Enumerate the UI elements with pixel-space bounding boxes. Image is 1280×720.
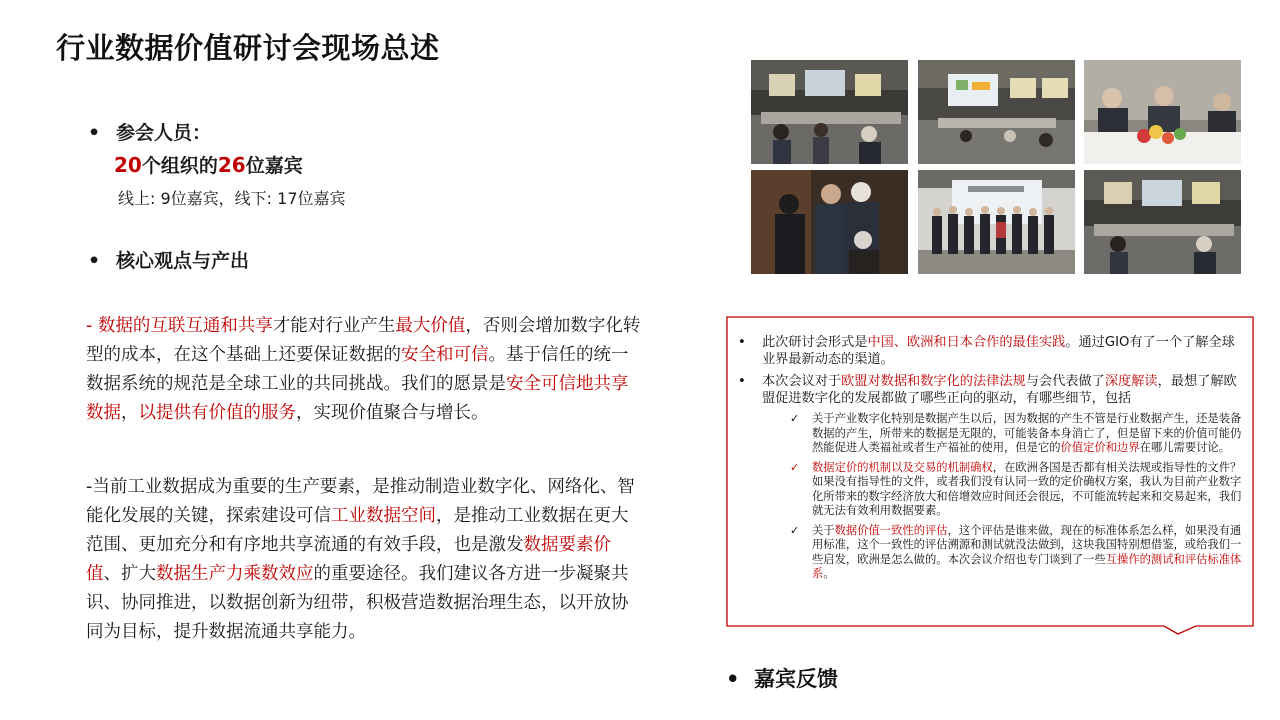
feedback-heading: 嘉宾反馈	[754, 667, 838, 691]
checkmark-icon: ✓	[790, 412, 800, 425]
highlighted-text: 数据定价的机制以及交易的机制确权	[812, 460, 993, 474]
photo-conference-room-2	[1084, 170, 1241, 274]
attendees-detail: 线上: 9位嘉宾，线下: 17位嘉宾	[118, 189, 346, 208]
callout-check-item	[734, 524, 1246, 582]
highlighted-text: 深度解读	[1104, 374, 1158, 389]
summary-text-organizations: 个组织的	[141, 155, 218, 177]
highlighted-text: 数据要素价值	[86, 535, 611, 584]
attendees-heading-row	[88, 118, 346, 145]
guest-feedback-callout	[726, 316, 1254, 634]
checkmark-icon: ✓	[790, 460, 800, 474]
photo-standing-discussion	[751, 170, 908, 274]
core-section	[88, 246, 249, 273]
text-segment: 。基于信任的统一数据系统的规范是全球工业的共同挑战。我们的愿景是	[86, 345, 629, 394]
highlighted-text: 安全和可信	[401, 345, 489, 365]
text-segment: ，实现价值聚合与增长。	[296, 403, 489, 423]
text-segment: ，否则会增加数字化转型的成本，在这个基础上还要保证数据的	[86, 316, 641, 365]
text-segment: 。通过GIO有了一个了解全球业界最新动态的渠道。	[762, 335, 1235, 367]
text-segment: 在哪儿需要讨论。	[1139, 441, 1231, 454]
callout-bullet-item	[734, 334, 1246, 368]
organization-count: 20	[114, 153, 142, 177]
text-segment: ，在欧洲各国是否都有相关法规或指导性的文件？如果没有指导性的文件，或者我们没有认同一致的定价确权方案，我认为目前产业数字化所带来的数字经济放大和倍增效应时间还会很远，不可能流转起来和交易起来，我们就无法有效利用数据要素。	[812, 460, 1242, 517]
text-segment: 。	[823, 567, 835, 580]
core-paragraph-1	[86, 312, 642, 428]
callout-content	[734, 334, 1246, 587]
core-paragraph-2	[86, 473, 642, 647]
highlighted-text: 数据价值一致性的评估	[834, 523, 948, 537]
bullet-icon: •	[726, 667, 740, 691]
page-title: 行业数据价值研讨会现场总述	[56, 31, 440, 65]
callout-bullet-item	[734, 373, 1246, 407]
bullet-icon: •	[738, 374, 746, 389]
highlighted-text: 最大价值	[395, 316, 466, 336]
summary-text-guests: 位嘉宾	[245, 155, 303, 177]
highlighted-text: 工业数据空间	[331, 506, 436, 526]
highlighted-text: 互操作的测试和评估标准体系	[812, 552, 1242, 580]
attendees-section	[88, 118, 346, 209]
highlighted-text: 价值定价和边界	[1060, 441, 1140, 454]
attendees-summary	[114, 151, 346, 178]
photo-panel-speakers	[1084, 60, 1241, 164]
highlighted-text: 数据生产力乘数效应	[156, 564, 314, 584]
photo-presentation-screen	[918, 60, 1075, 164]
callout-check-item	[734, 412, 1246, 456]
text-segment: ，最想了解欧盟促进数字化的发展都做了哪些正向的驱动，有哪些细节，包括	[762, 374, 1237, 406]
text-segment: ，这个评估是谁来做，现在的标准体系怎么样，如果没有通用标准，这个一致性的评估溯源和测试就没法做到，这块我国特别想借鉴，或给我们一些启发，欧洲是怎么做的。本次会议介绍也专门谈到了一些	[812, 523, 1242, 566]
feedback-heading-row	[726, 663, 838, 693]
photo-group-photo	[918, 170, 1075, 274]
text-segment: 关于产业数字化特别是数据产生以后，因为数据的产生不管是行业数据产生，还是装备数据的产生，所带来的数据是无限的，可能装备本身消亡了，但是留下来的价值可能仍然能促进人类福祉或者生产福祉的使用，但是它的	[812, 412, 1242, 454]
attendees-heading: 参会人员：	[116, 122, 212, 144]
core-heading-row	[88, 246, 249, 273]
text-segment: ，	[121, 403, 139, 423]
text-segment: 关于	[812, 523, 835, 537]
text-segment: ，是推动工业数据在更大范围、更加充分和有序地共享流通的有效手段，也是激发	[86, 506, 629, 555]
bullet-icon: •	[88, 122, 101, 144]
highlighted-text: - 数据的互联互通和共享	[86, 316, 273, 336]
highlighted-text: 以提供有价值的服务	[138, 403, 296, 423]
bullet-icon: •	[88, 250, 101, 272]
guest-count: 26	[217, 153, 246, 177]
highlighted-text: 欧盟对数据和数字化的法律法规	[841, 374, 1026, 389]
highlighted-text: 安全可信地共享数据	[86, 374, 629, 423]
text-segment: 的重要途径。我们建议各方进一步凝聚共识、协同推进，以数据创新为纽带，积极营造数据治理生态，以开放协同为目标，提升数据流通共享能力。	[86, 564, 629, 642]
callout-check-item	[734, 461, 1246, 519]
text-segment: 此次研讨会形式是	[762, 335, 868, 350]
highlighted-text: 中国、欧洲和日本合作的最佳实践	[867, 335, 1066, 350]
photo-conference-room	[751, 60, 908, 164]
bullet-icon: •	[738, 335, 746, 350]
text-segment: -当前工业数据成为重要的生产要素，是推动制造业数字化、网络化、智能化发展的关键，探索建设可信	[86, 477, 635, 526]
text-segment: 、扩大	[103, 564, 156, 584]
core-heading: 核心观点与产出	[116, 250, 250, 272]
checkmark-icon: ✓	[790, 523, 800, 537]
text-segment: 才能对行业产生	[272, 316, 396, 336]
text-segment: 本次会议对于	[762, 374, 842, 389]
text-segment: 与会代表做了	[1025, 374, 1105, 389]
photo-grid	[751, 60, 1253, 274]
